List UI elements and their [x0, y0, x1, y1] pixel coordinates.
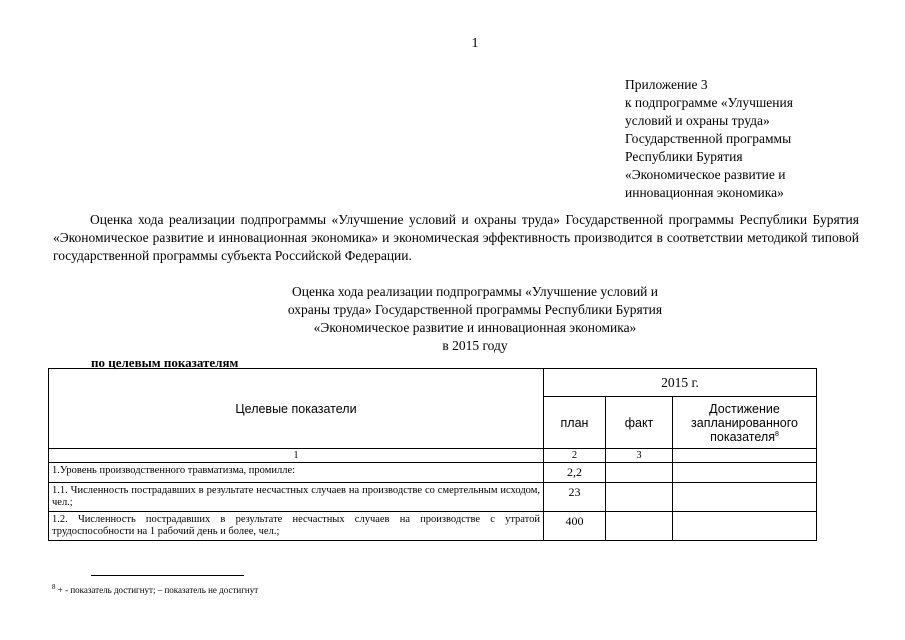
- indicator-achievement: [673, 463, 817, 483]
- header-achievement: [673, 397, 817, 449]
- header-indicators: Целевые показатели: [49, 369, 544, 449]
- appendix-line: «Экономическое развитие и: [625, 167, 786, 182]
- footnote-text: + - показатель достигнут; – показатель не достигнут: [55, 585, 259, 595]
- appendix-line: инновационная экономика»: [625, 185, 784, 200]
- column-number: 2: [544, 449, 606, 463]
- appendix-line: Приложение 3: [625, 77, 708, 92]
- column-number: [673, 449, 817, 463]
- indicator-plan: 2,2: [544, 463, 606, 483]
- heading-line: охраны труда» Государственной программы Республики Бурятия: [287, 302, 663, 317]
- table-row: [49, 483, 817, 512]
- page-number: 1: [471, 36, 479, 51]
- indicator-plan: 23: [544, 483, 606, 512]
- indicator-achievement: [673, 512, 817, 541]
- indicator-name: 1.2. Численность пострадавших в результате несчастных случаев на производстве с утратой трудоспособности на 1 рабочий день и более, чел.;: [49, 512, 544, 541]
- appendix-line: Республики Бурятия: [625, 149, 743, 164]
- footnote-mark: 8: [52, 583, 56, 591]
- indicator-achievement: [673, 483, 817, 512]
- heading-line: Оценка хода реализации подпрограммы «Улучшение условий и: [291, 284, 658, 299]
- appendix-note: [625, 76, 905, 202]
- header-achievement-label: Достижение запланированного показателя: [691, 401, 798, 444]
- heading-line: в 2015 году: [442, 338, 508, 353]
- indicator-fact: [606, 483, 673, 512]
- report-heading: [0, 283, 905, 355]
- footnote: [52, 583, 258, 595]
- header-fact: факт: [606, 397, 673, 449]
- appendix-line: к подпрограмме «Улучшения: [625, 95, 793, 110]
- heading-line: «Экономическое развитие и инновационная экономика»: [313, 320, 637, 335]
- table-row: [49, 463, 817, 483]
- appendix-line: Государственной программы: [625, 131, 792, 146]
- indicator-fact: [606, 463, 673, 483]
- header-plan: план: [544, 397, 606, 449]
- table-row: [49, 512, 817, 541]
- indicator-fact: [606, 512, 673, 541]
- column-number: 3: [606, 449, 673, 463]
- subheading: по целевым показателям: [91, 355, 239, 370]
- header-year: 2015 г.: [544, 369, 817, 397]
- appendix-line: условий и охраны труда»: [625, 113, 770, 128]
- indicators-table: [48, 368, 817, 541]
- indicator-name: 1.1. Численность пострадавших в результате несчастных случаев на производстве со смертельным исходом, чел.;: [49, 483, 544, 512]
- footnote-divider: [91, 575, 244, 576]
- intro-paragraph: Оценка хода реализации подпрограммы «Улучшение условий и охраны труда» Государственной программы Республики Бурятия «Экономическое развитие и инновационная экономика» и экономическая эффективность производится в соответствии методикой типовой государственной программы субъекта Российской Федерации.: [53, 212, 859, 263]
- column-number: 1: [49, 449, 544, 463]
- indicator-plan: 400: [544, 512, 606, 541]
- footnote-ref: 8: [774, 430, 779, 438]
- indicator-name: 1.Уровень производственного травматизма, промилле:: [49, 463, 544, 483]
